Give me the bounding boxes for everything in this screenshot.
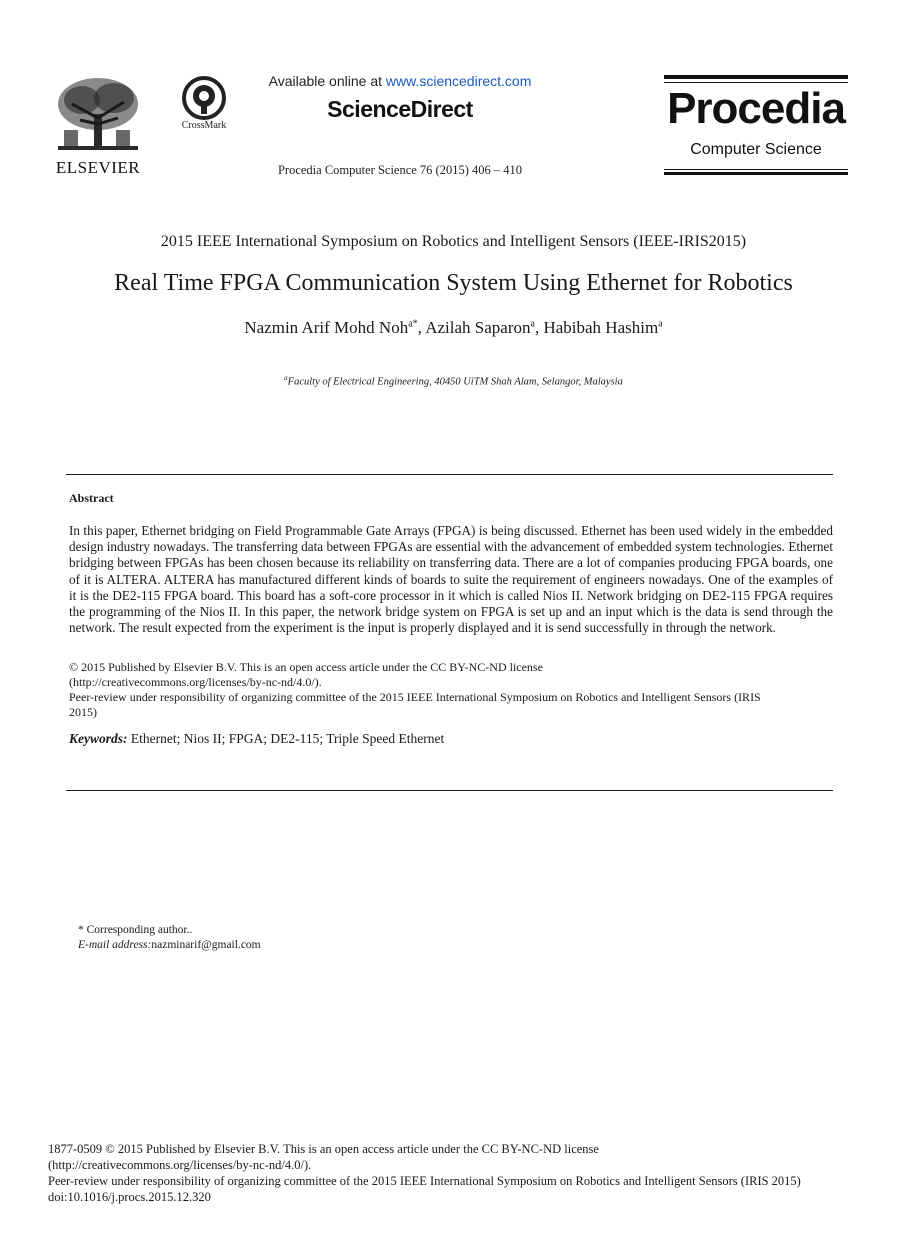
license-link[interactable]: (http://creativecommons.org/licenses/by-nc-nd/4.0/). [69,675,322,689]
affiliation-mark: a [284,374,288,382]
license-statement [69,660,833,690]
logo-rule-top-thick [664,75,848,79]
email-label: E-mail address: [78,939,152,951]
procedia-subtitle: Computer Science [690,141,822,158]
elsevier-wordmark: ELSEVIER [55,158,141,177]
abstract-rule-top [66,474,833,475]
paper-title: Real Time FPGA Communication System Using Ethernet for Robotics [114,270,793,296]
page-footer [48,1141,868,1205]
conference-name: 2015 IEEE International Symposium on Robotics and Intelligent Sensors (IEEE-IRIS2015) [160,233,747,250]
footer-doi[interactable]: doi:10.1016/j.procs.2015.12.320 [48,1190,211,1204]
corresponding-author-note: * Corresponding author.. [78,924,193,936]
abstract-body: In this paper, Ethernet bridging on Field Programmable Gate Arrays (FPGA) is being discussed. Ethernet has been used widely in the embedded design industry nowadays. The transferring data between FPGAs are essential with the advancement of embedded system technologies. Ethernet bridging between FPGAs has been chosen because its reliability on transferring data. There are a lot of companies producing FPGA boards, one of it is ALTERA. ALTERA has manufactured different kinds of boards to suite the requirement of engineers nowadays. One of the examples of it is the DE2-115 FPGA board. This board has a soft-core processor in it which is called Nios II. Network bridging on DE2-115 FPGA requires the programming of the Nios II. In this paper, the network bridge system on FPGA is set up and an input which is the data is send through the network. The result expected from the experiment is the input is properly displayed and it is send successfully in through the network. [69,523,833,636]
footer-peer-review: Peer-review under responsibility of organizing committee of the 2015 IEEE International Symposium on Robotics and Intelligent Sensors (IRIS 2015) [48,1174,801,1188]
license-text: © 2015 Published by Elsevier B.V. This is an open access article under the CC BY-NC-ND license [69,660,543,674]
keywords [69,731,444,747]
email-address [78,939,261,951]
procedia-logo [664,75,848,175]
author-affiliation-mark: a [658,318,663,330]
author-name: Azilah Saparon [425,318,531,337]
affiliation-text: Faculty of Electrical Engineering, 40450 UiTM Shah Alam, Selangor, Malaysia [287,376,623,388]
author-affiliation-mark: a* [408,318,418,330]
logo-rule-bottom-thick [664,172,848,175]
elsevier-logo [52,74,144,178]
abstract-heading: Abstract [69,491,114,505]
affiliation [0,374,907,388]
footer-license-link[interactable]: (http://creativecommons.org/licenses/by-nc-nd/4.0/). [48,1158,312,1172]
keywords-label: Keywords: [69,731,128,746]
available-prefix: Available online at [268,73,386,89]
author-list: Nazmin Arif Mohd Noh$^{a*}$, Azilah Saparon$^a$, Habibah Hashim$^a$ [244,318,663,337]
author-name: Habibah Hashim [543,318,659,337]
logo-rule-top-thin [664,82,848,83]
email-value[interactable]: nazminarif@gmail.com [151,939,261,951]
logo-rule-bottom-thin [664,169,848,170]
crossmark-label: CrossMark [181,120,227,131]
peer-review-statement: Peer-review under responsibility of organizing committee of the 2015 IEEE International Symposium on Robotics and Intelligent Sensors (IRIS 2015) [69,690,761,719]
journal-reference: Procedia Computer Science 76 (2015) 406 – 410 [277,163,523,177]
footer-issn-license: 1877-0509 © 2015 Published by Elsevier B.V. This is an open access article under the CC BY-NC-ND license [48,1142,599,1156]
author-affiliation-mark: a [530,318,535,330]
keywords-list: Ethernet; Nios II; FPGA; DE2-115; Triple Speed Ethernet [127,731,445,746]
procedia-wordmark: Procedia [667,84,845,133]
author-name: Nazmin Arif Mohd Noh [244,318,409,337]
abstract-rule-bottom [66,790,833,791]
sciencedirect-logo: ScienceDirect [327,96,473,122]
sciencedirect-link[interactable]: www.sciencedirect.com [385,73,532,89]
